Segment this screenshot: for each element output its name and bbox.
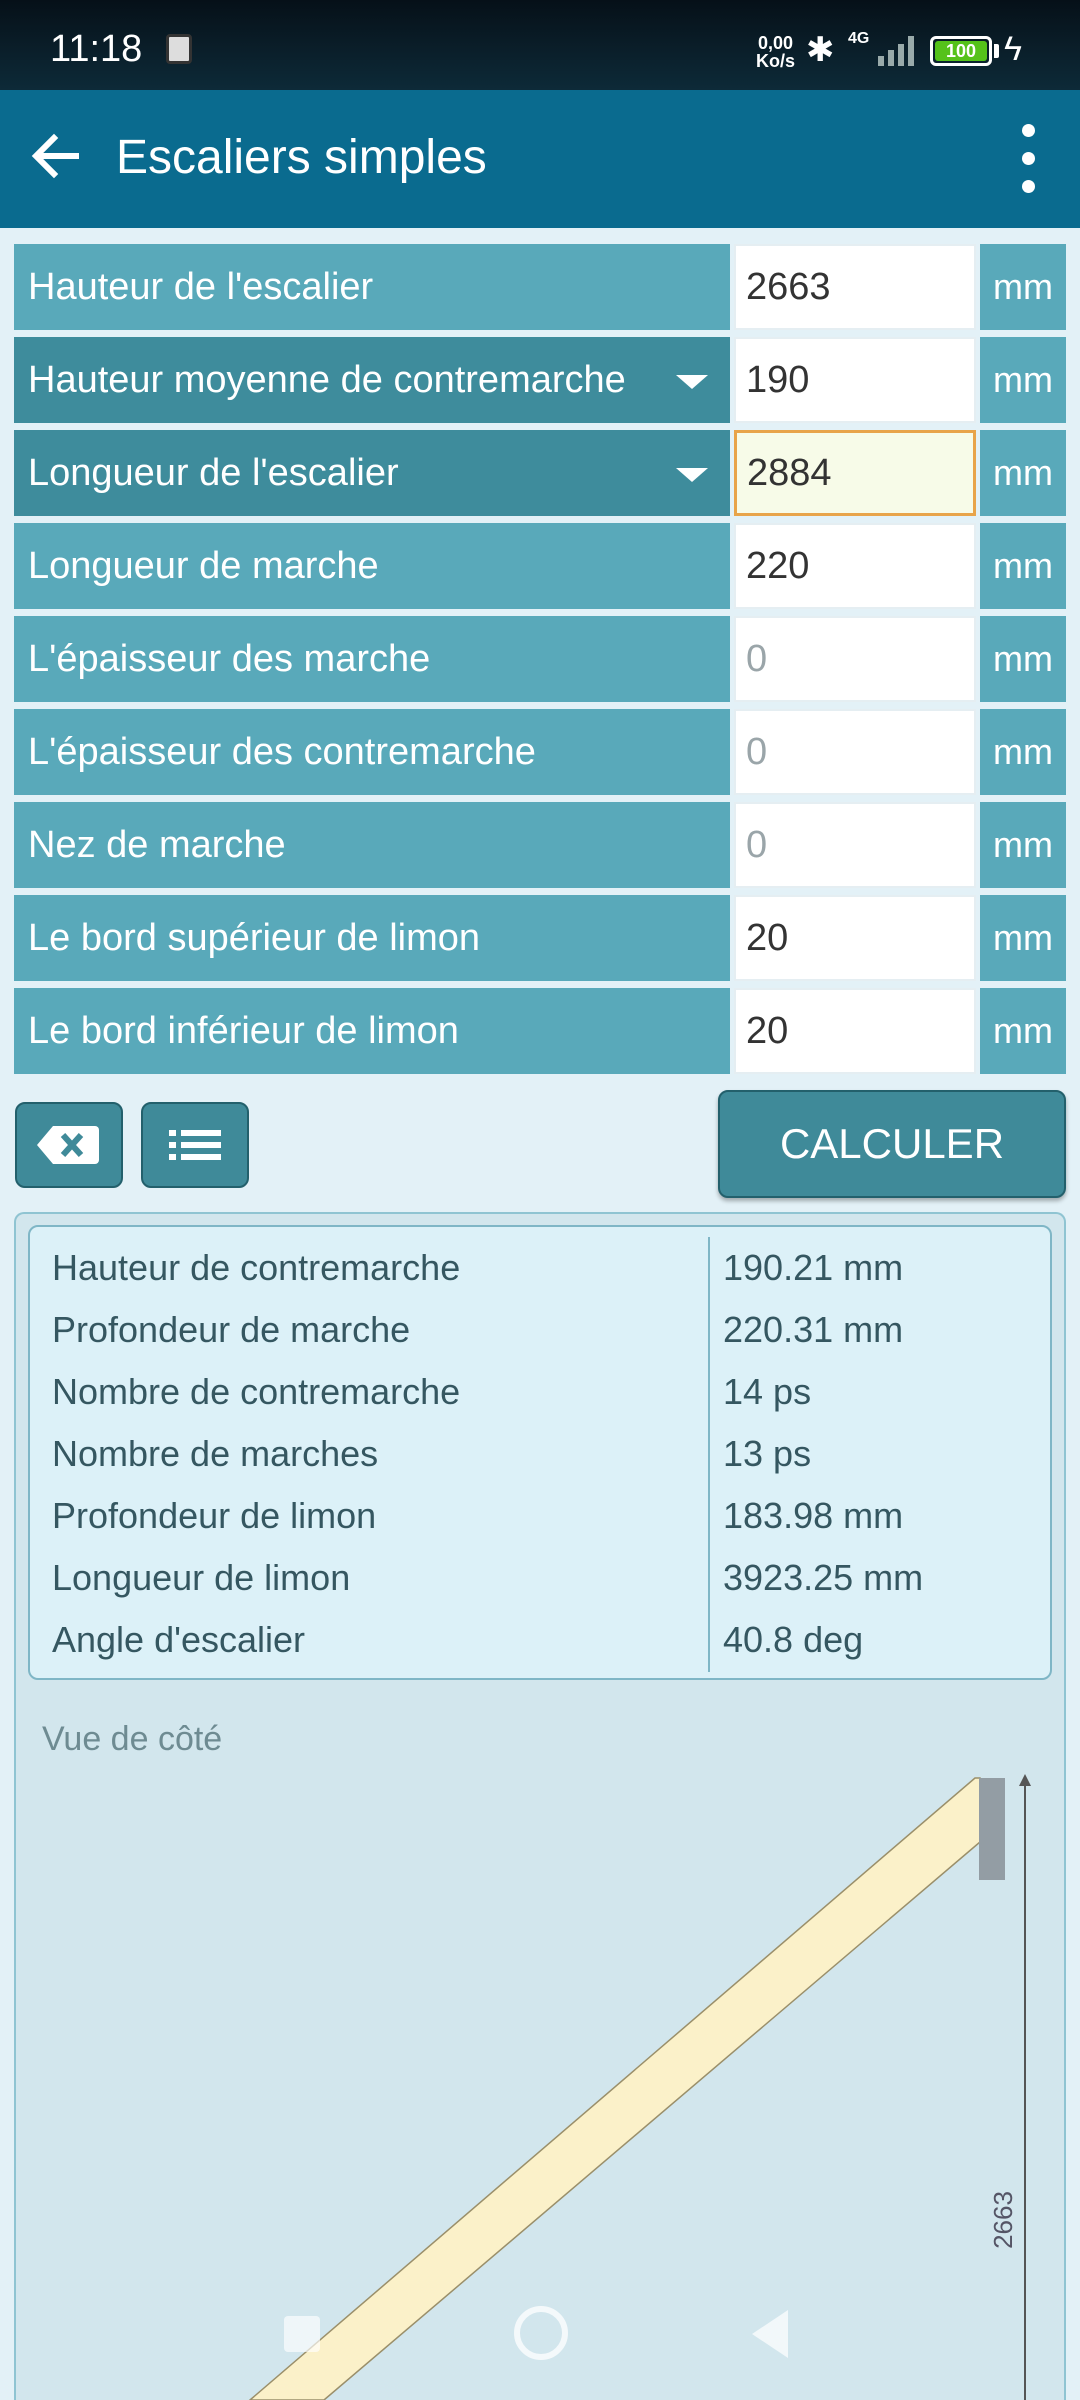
input-row-riser-thickness bbox=[14, 709, 1066, 795]
battery-icon bbox=[930, 36, 992, 66]
riser-height-input[interactable]: 190 bbox=[734, 337, 976, 423]
unit-label: mm bbox=[980, 244, 1066, 330]
result-label: Longueur de limon bbox=[52, 1557, 351, 1598]
more-vert-icon[interactable] bbox=[1008, 118, 1048, 198]
input-label: L'épaisseur des marche bbox=[14, 616, 730, 702]
riser-height-dropdown[interactable] bbox=[14, 337, 730, 423]
input-row-stair-length bbox=[14, 430, 1066, 516]
dimension-arrow-icon bbox=[1019, 1774, 1031, 1786]
unit-label: mm bbox=[980, 430, 1066, 516]
input-row-riser-height bbox=[14, 337, 1066, 423]
input-label: Le bord supérieur de limon bbox=[14, 895, 730, 981]
input-label: Nez de marche bbox=[14, 802, 730, 888]
input-label: Longueur de l'escalier bbox=[28, 452, 399, 494]
input-row-nosing bbox=[14, 802, 1066, 888]
status-time: 11:18 bbox=[50, 28, 143, 70]
home-circle-icon[interactable] bbox=[514, 2306, 568, 2360]
list-icon bbox=[143, 1104, 247, 1186]
app-bar bbox=[0, 90, 1080, 228]
result-label: Angle d'escalier bbox=[52, 1619, 306, 1660]
result-row bbox=[30, 1547, 1050, 1609]
back-triangle-icon[interactable] bbox=[752, 2310, 788, 2358]
input-label: Hauteur de l'escalier bbox=[14, 244, 730, 330]
signal-icon bbox=[848, 32, 920, 68]
net-speed-unit: Ko/s bbox=[756, 51, 796, 71]
recents-square-icon[interactable] bbox=[284, 2316, 320, 2352]
backspace-icon bbox=[17, 1104, 121, 1186]
result-label: Profondeur de marche bbox=[52, 1309, 411, 1350]
input-label: Hauteur moyenne de contremarche bbox=[28, 359, 626, 401]
result-row bbox=[30, 1237, 1050, 1299]
bluetooth-icon: ✱ bbox=[806, 31, 835, 69]
stair-length-dropdown[interactable] bbox=[14, 430, 730, 516]
result-value: 183.98 mm bbox=[723, 1495, 904, 1536]
unit-label: mm bbox=[980, 988, 1066, 1074]
top-post bbox=[979, 1778, 1005, 1880]
input-row-tread-thickness bbox=[14, 616, 1066, 702]
stair-height-input[interactable]: 2663 bbox=[734, 244, 976, 330]
input-label: Longueur de marche bbox=[14, 523, 730, 609]
stringer-top-edge-input[interactable]: 20 bbox=[734, 895, 976, 981]
notification-icon bbox=[166, 34, 192, 64]
arrow-left-icon[interactable] bbox=[24, 124, 88, 188]
charging-icon: ϟ bbox=[1004, 30, 1022, 68]
unit-label: mm bbox=[980, 523, 1066, 609]
unit-label: mm bbox=[980, 616, 1066, 702]
riser-thickness-input[interactable]: 0 bbox=[734, 709, 976, 795]
side-view-title: Vue de côté bbox=[42, 1720, 223, 1758]
stair-length-input[interactable]: 2884 bbox=[734, 430, 976, 516]
status-bar bbox=[0, 0, 1080, 90]
net-speed bbox=[756, 34, 795, 70]
result-row bbox=[30, 1361, 1050, 1423]
nosing-input[interactable]: 0 bbox=[734, 802, 976, 888]
tread-thickness-input[interactable]: 0 bbox=[734, 616, 976, 702]
stringer-bottom-edge-input[interactable]: 20 bbox=[734, 988, 976, 1074]
clear-button[interactable] bbox=[15, 1102, 123, 1188]
page-title: Escaliers simples bbox=[116, 131, 487, 184]
result-value: 220.31 mm bbox=[723, 1309, 904, 1350]
net-speed-value: 0,00 bbox=[757, 33, 794, 53]
step-length-input[interactable]: 220 bbox=[734, 523, 976, 609]
input-row-step-length bbox=[14, 523, 1066, 609]
result-value: 190.21 mm bbox=[723, 1247, 904, 1288]
battery-cap bbox=[994, 44, 999, 58]
result-value: 3923.25 mm bbox=[723, 1557, 924, 1598]
result-label: Nombre de contremarche bbox=[52, 1371, 461, 1412]
input-label: L'épaisseur des contremarche bbox=[14, 709, 730, 795]
result-row bbox=[30, 1423, 1050, 1485]
dropdown-caret-icon[interactable] bbox=[676, 468, 708, 482]
unit-label: mm bbox=[980, 895, 1066, 981]
unit-label: mm bbox=[980, 337, 1066, 423]
side-view-drawing bbox=[16, 1760, 1064, 2400]
unit-label: mm bbox=[980, 802, 1066, 888]
height-dimension-label: 2663 bbox=[988, 2191, 1018, 2249]
input-row-stair-height bbox=[14, 244, 1066, 330]
list-button[interactable] bbox=[141, 1102, 249, 1188]
battery-level: 100 bbox=[935, 41, 987, 61]
results-table bbox=[28, 1225, 1052, 1680]
result-row bbox=[30, 1485, 1050, 1547]
input-form bbox=[14, 244, 1066, 1081]
result-value: 13 ps bbox=[723, 1433, 812, 1474]
network-type: 4G bbox=[848, 30, 870, 47]
result-row bbox=[30, 1299, 1050, 1361]
stringer-shape bbox=[250, 1778, 980, 2400]
unit-label: mm bbox=[980, 709, 1066, 795]
input-row-stringer-bottom-edge bbox=[14, 988, 1066, 1074]
input-label: Le bord inférieur de limon bbox=[14, 988, 730, 1074]
dropdown-caret-icon[interactable] bbox=[676, 375, 708, 389]
calculate-button[interactable]: CALCULER bbox=[718, 1090, 1066, 1198]
result-value: 14 ps bbox=[723, 1371, 812, 1412]
result-row bbox=[30, 1609, 1050, 1671]
result-value: 40.8 deg bbox=[723, 1619, 864, 1660]
result-label: Profondeur de limon bbox=[52, 1495, 377, 1536]
result-label: Nombre de marches bbox=[52, 1433, 379, 1474]
input-row-stringer-top-edge bbox=[14, 895, 1066, 981]
result-label: Hauteur de contremarche bbox=[52, 1247, 461, 1288]
